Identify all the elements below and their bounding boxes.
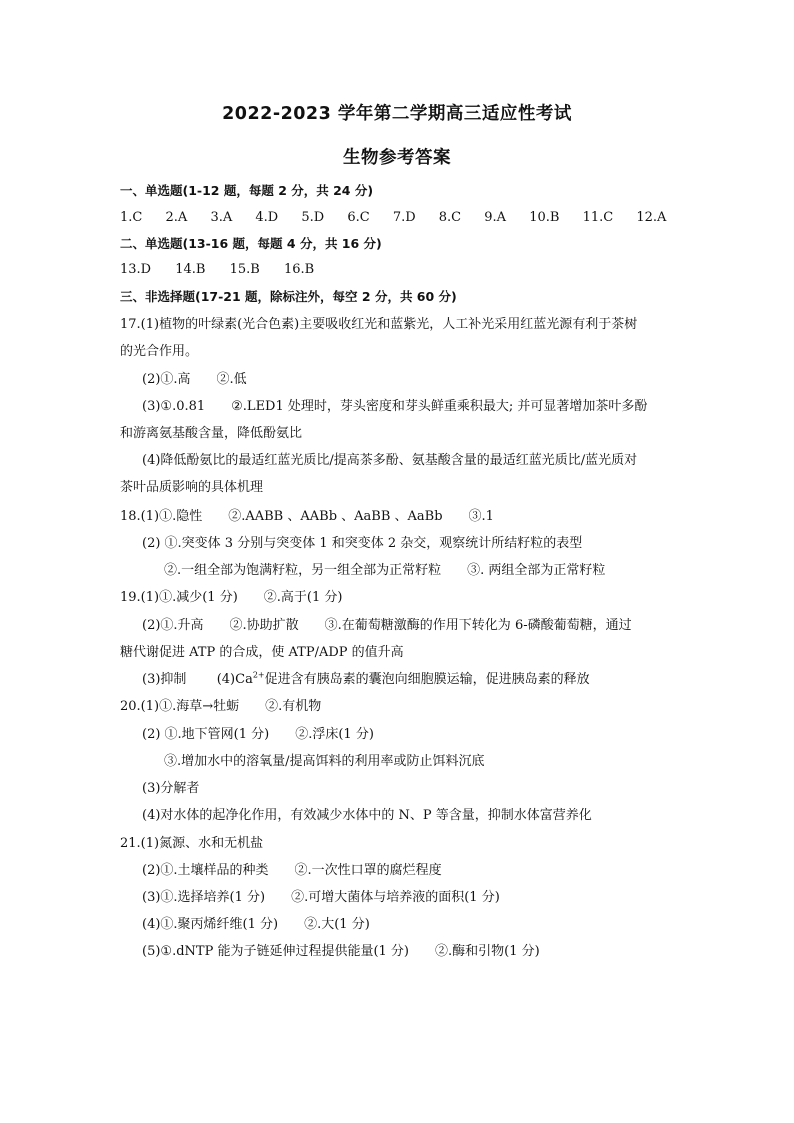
answer-item: 5.D bbox=[301, 210, 325, 225]
section1-answers bbox=[120, 209, 685, 227]
answer-item: 3.A bbox=[210, 210, 233, 225]
q20-part1: 20.(1)①.海草→牡蛎 ②.有机物 bbox=[120, 699, 322, 714]
answer-item: 12.A bbox=[636, 210, 667, 225]
charge-superscript: 2+ bbox=[252, 670, 265, 680]
q19-part2-line-1: (2)①.升高 ②.协助扩散 ③.在葡萄糖激酶的作用下转化为 6-磷酸葡萄糖，通过 bbox=[142, 618, 632, 633]
section1-heading: 一、单选题(1-12 题，每题 2 分，共 24 分) bbox=[120, 183, 374, 198]
answer-item: 4.D bbox=[255, 210, 279, 225]
q21-part2: (2)①.土壤样品的种类 ②.一次性口罩的腐烂程度 bbox=[142, 863, 442, 878]
q19-part4-prefix: (4)Ca bbox=[216, 672, 253, 687]
q19-part4-text: 促进含有胰岛素的囊泡向细胞膜运输，促进胰岛素的释放 bbox=[264, 672, 590, 687]
q20-part2-line-1: (2) ①.地下管网(1 分) ②.浮床(1 分) bbox=[142, 727, 374, 742]
q20-part4: (4)对水体的起净化作用，有效减少水体中的 N、P 等含量，抑制水体富营养化 bbox=[142, 808, 592, 823]
q20-part2-line-2: ③.增加水中的溶氧量/提高饵料的利用率或防止饵料沉底 bbox=[164, 754, 485, 769]
section3-heading: 三、非选择题(17-21 题，除标注外，每空 2 分，共 60 分) bbox=[120, 289, 457, 304]
q18-part1: 18.(1)①.隐性 ②.AABB 、AABb 、AaBB 、AaBb ③.1 bbox=[120, 509, 494, 524]
document-title: 2022-2023 学年第二学期高三适应性考试 bbox=[222, 104, 572, 124]
answer-item: 13.D bbox=[120, 262, 152, 277]
q20-part3: (3)分解者 bbox=[142, 781, 200, 796]
answer-item: 6.C bbox=[347, 210, 370, 225]
q19-part3: (3)抑制 bbox=[142, 672, 187, 687]
q21-part1: 21.(1)氮源、水和无机盐 bbox=[120, 836, 264, 851]
q21-part4: (4)①.聚丙烯纤维(1 分) ②.大(1 分) bbox=[142, 917, 370, 932]
q18-part2-line-1: (2) ①.突变体 3 分别与突变体 1 和突变体 2 杂交，观察统计所结籽粒的表型 bbox=[142, 536, 583, 551]
q17-part3-line-2: 和游离氨基酸含量，降低酚氨比 bbox=[120, 426, 303, 441]
answer-item: 16.B bbox=[284, 262, 315, 277]
answer-item: 15.B bbox=[229, 262, 260, 277]
document-subtitle: 生物参考答案 bbox=[343, 148, 451, 168]
q19-part1: 19.(1)①.减少(1 分) ②.高于(1 分) bbox=[120, 590, 343, 605]
q17-part4-line-2: 茶叶品质影响的具体机理 bbox=[120, 480, 264, 495]
answer-item: 9.A bbox=[484, 210, 507, 225]
answer-item: 7.D bbox=[392, 210, 416, 225]
answer-item: 10.B bbox=[529, 210, 560, 225]
q17-part2: (2)①.高 ②.低 bbox=[142, 372, 247, 387]
q19-part2-line-2: 糖代谢促进 ATP 的合成，使 ATP/ADP 的值升高 bbox=[120, 645, 404, 660]
q21-part3: (3)①.选择培养(1 分) ②.可增大菌体与培养液的面积(1 分) bbox=[142, 890, 500, 905]
answer-item: 8.C bbox=[438, 210, 462, 225]
section2-answers bbox=[120, 261, 334, 279]
q17-line-2: 的光合作用。 bbox=[120, 344, 199, 359]
answer-item: 14.B bbox=[175, 262, 206, 277]
answer-item: 2.A bbox=[165, 210, 188, 225]
q17-part3-line-1: (3)①.0.81 ②.LED1 处理时，芽头密度和芽头鲜重乘积最大; 并可显著增加茶叶多酚 bbox=[142, 399, 648, 414]
q21-part5: (5)①.dNTP 能为子链延伸过程提供能量(1 分) ②.酶和引物(1 分) bbox=[142, 944, 540, 959]
q19-part3-4 bbox=[142, 671, 590, 689]
answer-item: 1.C bbox=[120, 210, 143, 225]
section2-heading: 二、单选题(13-16 题，每题 4 分，共 16 分) bbox=[120, 236, 382, 251]
q17-part4-line-1: (4)降低酚氨比的最适红蓝光质比/提高茶多酚、氨基酸含量的最适红蓝光质比/蓝光质对 bbox=[142, 453, 638, 468]
q17-line-1: 17.(1)植物的叶绿素(光合色素)主要吸收红光和蓝紫光，人工补光采用红蓝光源有利于茶树 bbox=[120, 317, 638, 332]
q18-part2-line-2: ②.一组全部为饱满籽粒，另一组全部为正常籽粒 ③. 两组全部为正常籽粒 bbox=[164, 563, 606, 578]
answer-item: 11.C bbox=[582, 210, 614, 225]
